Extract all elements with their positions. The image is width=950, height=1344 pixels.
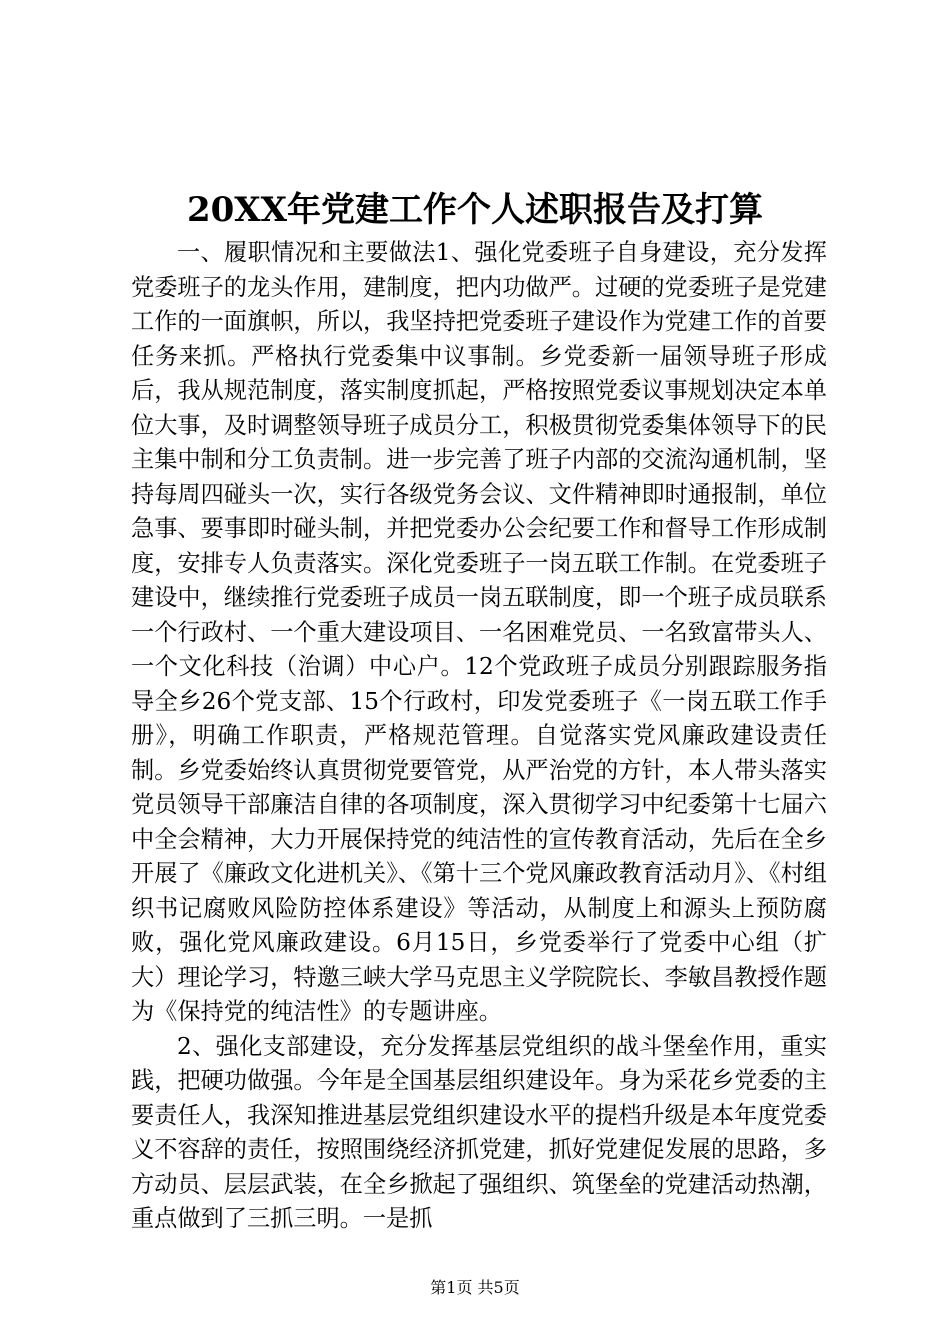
paragraph-2: 2、强化支部建设，充分发挥基层党组织的战斗堡垒作用，重实践，把硬功做强。今年是全国基层组织建设年。身为采花乡党委的主要责任人，我深知推进基层党组织建设水平的提档升级是本年度党委义不容辞的责任，按照围绕经济抓党建，抓好党建促发展的思路，多方动员、层层武装，在全乡掀起了强组织、筑堡垒的党建活动热潮，重点做到了三抓三明。一是抓	[131, 1032, 827, 1232]
document-body	[131, 236, 827, 1237]
document-title: 20XX年党建工作个人述职报告及打算	[186, 190, 764, 230]
paragraph-1: 一、履职情况和主要做法1、强化党委班子自身建设，充分发挥党委班子的龙头作用，建制度，把内功做严。过硬的党委班子是党建工作的一面旗帜，所以，我坚持把党委班子建设作为党建工作的首要任务来抓。严格执行党委集中议事制。乡党委新一届领导班子形成后，我从规范制度，落实制度抓起，严格按照党委议事规划决定本单位大事，及时调整领导班子成员分工，积极贯彻党委集体领导下的民主集中制和分工负责制。进一步完善了班子内部的交流沟通机制，坚持每周四碰头一次，实行各级党务会议、文件精神即时通报制，单位急事、要事即时碰头制，并把党委办公会纪要工作和督导工作形成制度，安排专人负责落实。深化党委班子一岗五联工作制。在党委班子建设中，继续推行党委班子成员一岗五联制度，即一个班子成员联系一个行政村、一个重大建设项目、一名困难党员、一名致富带头人、一个文化科技（治调）中心户。12个党政班子成员分别跟踪服务指导全乡26个党支部、15个行政村，印发党委班子《一岗五联工作手册》，明确工作职责，严格规范管理。自觉落实党风廉政建设责任制。乡党委始终认真贯彻党要管党，从严治党的方针，本人带头落实党员领导干部廉洁自律的各项制度，深入贯彻学习中纪委第十七届六中全会精神，大力开展保持党的纯洁性的宣传教育活动，先后在全乡开展了《廉政文化进机关》、《第十三个党风廉政教育活动月》、《村组织书记腐败风险防控体系建设》等活动，从制度上和源头上预防腐败，强化党风廉政建设。6月15日，乡党委举行了党委中心组（扩大）理论学习，特邀三峡大学马克思主义学院院长、李敏昌教授作题为《保持党的纯洁性》的专题讲座。	[131, 239, 827, 1025]
page-footer: 第1页 共5页	[430, 1278, 520, 1297]
